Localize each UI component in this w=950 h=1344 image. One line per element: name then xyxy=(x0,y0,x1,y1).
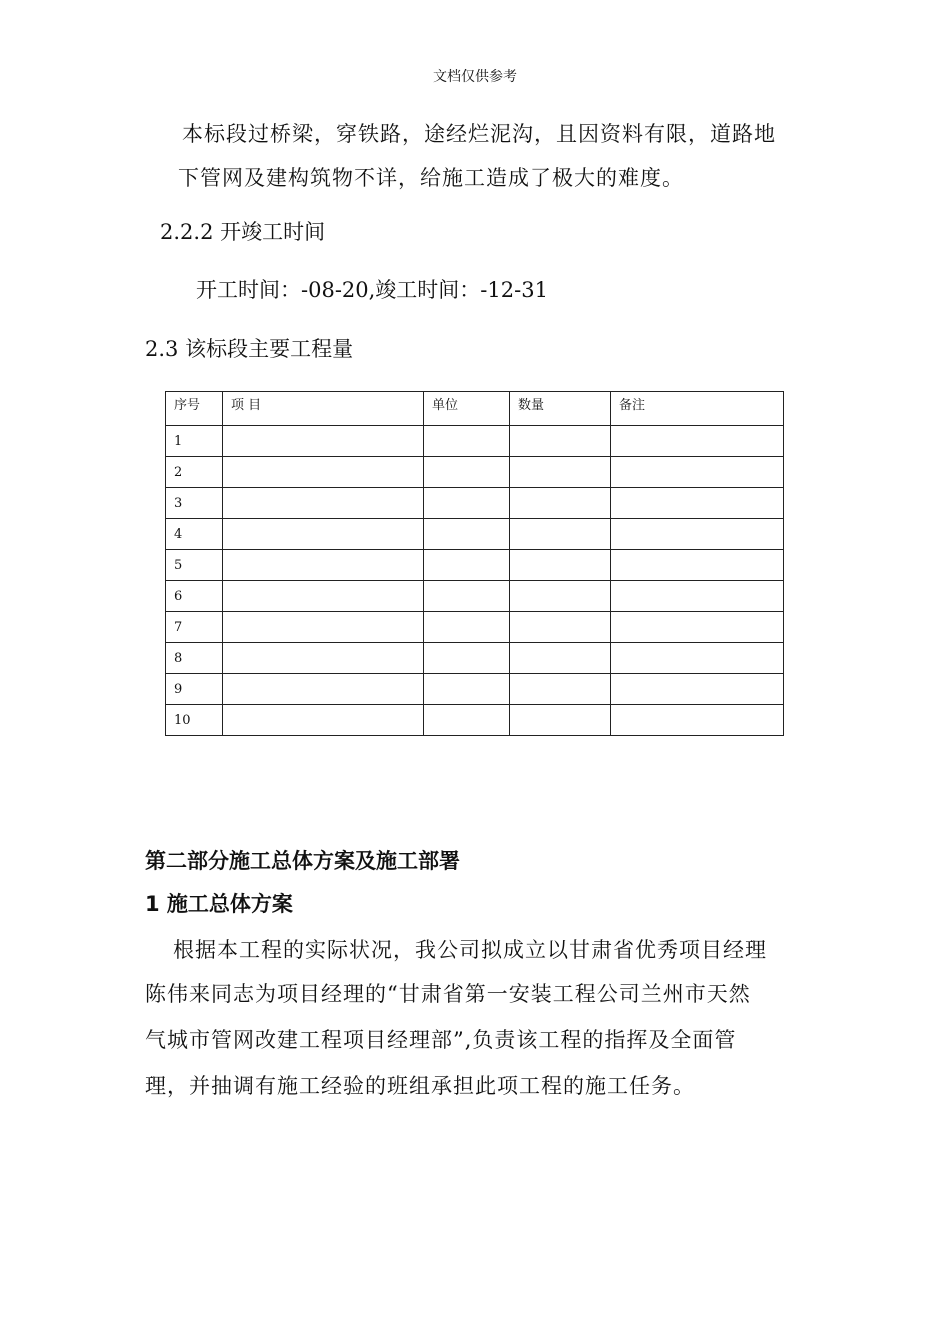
table-cell xyxy=(611,643,784,674)
table-cell xyxy=(424,612,510,643)
table-cell xyxy=(611,457,784,488)
sub-heading: 1 施工总体方案 xyxy=(145,892,293,916)
header-cell-item: 项 目 xyxy=(223,392,424,426)
header-cell-quantity: 数量 xyxy=(510,392,611,426)
header-cell-unit: 单位 xyxy=(424,392,510,426)
table-cell xyxy=(424,550,510,581)
header-cell-index: 序号 xyxy=(166,392,223,426)
table-cell xyxy=(611,581,784,612)
table-row xyxy=(166,612,784,643)
header-cell-remarks: 备注 xyxy=(611,392,784,426)
paragraph-line: 气城市管网改建工程项目经理部”,负责该工程的指挥及全面管 xyxy=(145,1028,737,1052)
paragraph-line: 本标段过桥梁，穿铁路，途经烂泥沟，且因资料有限，道路地 xyxy=(182,122,776,146)
table-cell: 8 xyxy=(166,643,223,674)
table-cell: 10 xyxy=(166,705,223,736)
table-cell xyxy=(223,674,424,705)
table-header-row xyxy=(166,392,784,426)
table-cell xyxy=(424,643,510,674)
paragraph-line: 陈伟来同志为项目经理的“甘肃省第一安装工程公司兰州市天然 xyxy=(145,982,751,1006)
table-cell xyxy=(424,488,510,519)
table-cell: 9 xyxy=(166,674,223,705)
table-row xyxy=(166,581,784,612)
table-row xyxy=(166,674,784,705)
table-row xyxy=(166,643,784,674)
table-row xyxy=(166,705,784,736)
table-row xyxy=(166,426,784,457)
table-cell xyxy=(611,550,784,581)
table-cell xyxy=(223,612,424,643)
section-heading: 2.3 该标段主要工程量 xyxy=(145,337,354,361)
table-row xyxy=(166,550,784,581)
table-cell xyxy=(611,519,784,550)
table-cell xyxy=(424,457,510,488)
paragraph-line: 根据本工程的实际状况，我公司拟成立以甘肃省优秀项目经理 xyxy=(173,938,767,962)
table-row xyxy=(166,519,784,550)
table-cell xyxy=(510,674,611,705)
part-heading: 第二部分施工总体方案及施工部署 xyxy=(145,849,460,873)
paragraph-line: 下管网及建构筑物不详，给施工造成了极大的难度。 xyxy=(178,166,684,190)
table-cell xyxy=(223,550,424,581)
table-cell: 3 xyxy=(166,488,223,519)
table-cell: 5 xyxy=(166,550,223,581)
table-cell xyxy=(223,643,424,674)
table-cell xyxy=(223,705,424,736)
table-cell: 7 xyxy=(166,612,223,643)
table-cell xyxy=(223,488,424,519)
table-cell xyxy=(223,426,424,457)
table-cell: 2 xyxy=(166,457,223,488)
table-cell xyxy=(611,674,784,705)
table-cell xyxy=(611,705,784,736)
table-cell xyxy=(510,426,611,457)
section-heading: 2.2.2 开竣工时间 xyxy=(160,220,326,244)
quantities-table xyxy=(165,391,784,736)
paragraph-line: 理，并抽调有施工经验的班组承担此项工程的施工任务。 xyxy=(145,1074,695,1098)
table-cell xyxy=(510,581,611,612)
table-cell xyxy=(510,612,611,643)
table-cell: 1 xyxy=(166,426,223,457)
table-cell xyxy=(424,519,510,550)
table-cell: 4 xyxy=(166,519,223,550)
table-cell xyxy=(510,705,611,736)
schedule-text: 开工时间：-08-20,竣工时间：-12-31 xyxy=(196,278,548,302)
table-cell xyxy=(223,581,424,612)
table-cell xyxy=(424,426,510,457)
table-cell xyxy=(424,581,510,612)
table-cell xyxy=(510,488,611,519)
table-row xyxy=(166,488,784,519)
header-note: 文档仅供参考 xyxy=(433,69,517,85)
table-cell xyxy=(611,426,784,457)
table-cell xyxy=(510,519,611,550)
table-cell xyxy=(424,705,510,736)
table-cell xyxy=(510,550,611,581)
table-cell xyxy=(223,457,424,488)
table-cell xyxy=(223,519,424,550)
table-cell: 6 xyxy=(166,581,223,612)
table-cell xyxy=(510,643,611,674)
table-cell xyxy=(424,674,510,705)
table-cell xyxy=(510,457,611,488)
table-cell xyxy=(611,612,784,643)
table-cell xyxy=(611,488,784,519)
table-row xyxy=(166,457,784,488)
